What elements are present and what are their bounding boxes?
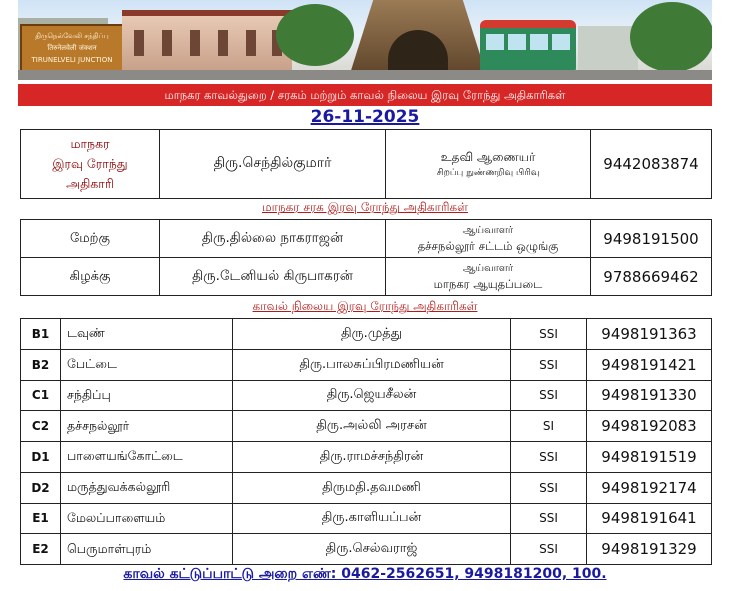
officer-rank: SSI — [511, 319, 587, 350]
officer-rank: SSI — [511, 534, 587, 565]
tree — [276, 4, 354, 66]
table-row — [21, 380, 712, 411]
station-code: D1 — [21, 442, 61, 473]
phone-number: 9498191329 — [587, 534, 712, 565]
signboard-line: तिरुनेलवेली जंक्शन — [47, 44, 97, 52]
station-name: தச்சநல்லூர் — [61, 411, 233, 442]
station-heading-text: காவல் நிலைய இரவு ரோந்து அதிகாரிகள் — [252, 299, 478, 313]
table-row — [21, 442, 712, 473]
table-row — [21, 411, 712, 442]
designation-cell — [386, 130, 591, 199]
phone-number: 9498191519 — [587, 442, 712, 473]
signboard-line: TIRUNELVELI JUNCTION — [31, 56, 113, 64]
designation: ஆய்வாளர் — [462, 262, 514, 274]
officer-name: திரு.டேனியல் கிருபாகரன் — [160, 258, 386, 296]
station-name: மேலப்பாளையம் — [61, 503, 233, 534]
designation-sub: தச்சநல்லூர் சட்டம் ஒழுங்கு — [417, 238, 559, 253]
station-code: C2 — [21, 411, 61, 442]
phone-number: 9498191500 — [591, 220, 712, 258]
officer-name: திரு.முத்து — [233, 319, 511, 350]
zone: மேற்கு — [21, 220, 160, 258]
designation: ஆய்வாளர் — [462, 224, 514, 236]
officer-name: திரு.செல்வராஜ் — [233, 534, 511, 565]
table-row — [21, 258, 712, 296]
table-row — [21, 349, 712, 380]
range-heading — [0, 200, 730, 216]
station-name: டவுண் — [61, 319, 233, 350]
range-heading-text: மாநகர சரக இரவு ரோந்து அதிகாரிகள் — [262, 200, 468, 214]
table-row — [21, 130, 712, 199]
bus — [480, 20, 576, 74]
station-name: பேட்டை — [61, 349, 233, 380]
officer-name: திரு.ஜெயசீலன் — [233, 380, 511, 411]
control-room-footer — [0, 566, 730, 584]
station-code: E2 — [21, 534, 61, 565]
zone: கிழக்கு — [21, 258, 160, 296]
station-officers-table — [20, 318, 712, 565]
station-code: C1 — [21, 380, 61, 411]
officer-name: திருமதி.தவமணி — [233, 472, 511, 503]
designation-cell — [386, 258, 591, 296]
station-name: பெருமாள்புரம் — [61, 534, 233, 565]
station-name: சந்திப்பு — [61, 380, 233, 411]
officer-name: திரு.காளியப்பன் — [233, 503, 511, 534]
officer-name: திரு.பாலசுப்பிரமணியன் — [233, 349, 511, 380]
phone-number: 9442083874 — [591, 130, 712, 199]
officer-rank: SSI — [511, 503, 587, 534]
phone-number: 9498192174 — [587, 472, 712, 503]
railway-station-building — [122, 10, 292, 70]
table-row — [21, 534, 712, 565]
table-row — [21, 220, 712, 258]
header-banner-image — [18, 0, 712, 80]
station-signboard — [20, 24, 124, 76]
bus-stand-building — [578, 26, 638, 74]
role-line: இரவு ரோந்து — [52, 156, 128, 171]
officer-rank: SSI — [511, 442, 587, 473]
phone-number: 9498191363 — [587, 319, 712, 350]
officer-rank: SSI — [511, 380, 587, 411]
road — [18, 70, 712, 80]
night-officer-table — [20, 129, 712, 199]
officer-name: திரு.தில்லை நாகராஜன் — [160, 220, 386, 258]
station-code: E1 — [21, 503, 61, 534]
officer-rank: SI — [511, 411, 587, 442]
designation-sub: சிறப்பு நுண்ணறிவு பிரிவு — [436, 168, 540, 178]
phone-number: 9788669462 — [591, 258, 712, 296]
role-line: அதிகாரி — [66, 176, 114, 191]
officer-rank: SSI — [511, 472, 587, 503]
station-name: மருத்துவக்கல்லூரி — [61, 472, 233, 503]
station-heading — [0, 299, 730, 315]
role-line: மாநகர — [70, 136, 110, 151]
phone-number: 9498191641 — [587, 503, 712, 534]
table-row — [21, 319, 712, 350]
station-name: பாளையங்கோட்டை — [61, 442, 233, 473]
role-cell — [21, 130, 160, 199]
footer-text: காவல் கட்டுப்பாட்டு அறை எண்: 0462-2562651, 9498181200, 100. — [123, 566, 607, 582]
officer-name: திரு.செந்தில்குமார் — [160, 130, 386, 199]
tree — [630, 2, 712, 72]
station-code: B2 — [21, 349, 61, 380]
signboard-line: திருநெல்வேலி சந்திப்பு — [35, 32, 109, 40]
station-code: D2 — [21, 472, 61, 503]
officer-rank: SSI — [511, 349, 587, 380]
officer-name: திரு.அல்லி அரசன் — [233, 411, 511, 442]
phone-number: 9498191421 — [587, 349, 712, 380]
report-date — [0, 106, 730, 128]
page-title: மாநகர காவல்துறை / சரகம் மற்றும் காவல் நிலைய இரவு ரோந்து அதிகாரிகள் — [18, 84, 712, 106]
table-row — [21, 472, 712, 503]
officer-name: திரு.ராமச்சந்திரன் — [233, 442, 511, 473]
phone-number: 9498192083 — [587, 411, 712, 442]
station-code: B1 — [21, 319, 61, 350]
designation: உதவி ஆணையர் — [440, 150, 536, 164]
designation-cell — [386, 220, 591, 258]
designation-sub: மாநகர ஆயுதப்படை — [433, 276, 543, 291]
phone-number: 9498191330 — [587, 380, 712, 411]
range-officers-table — [20, 219, 712, 296]
table-row — [21, 503, 712, 534]
date-text: 26-11-2025 — [310, 107, 420, 127]
